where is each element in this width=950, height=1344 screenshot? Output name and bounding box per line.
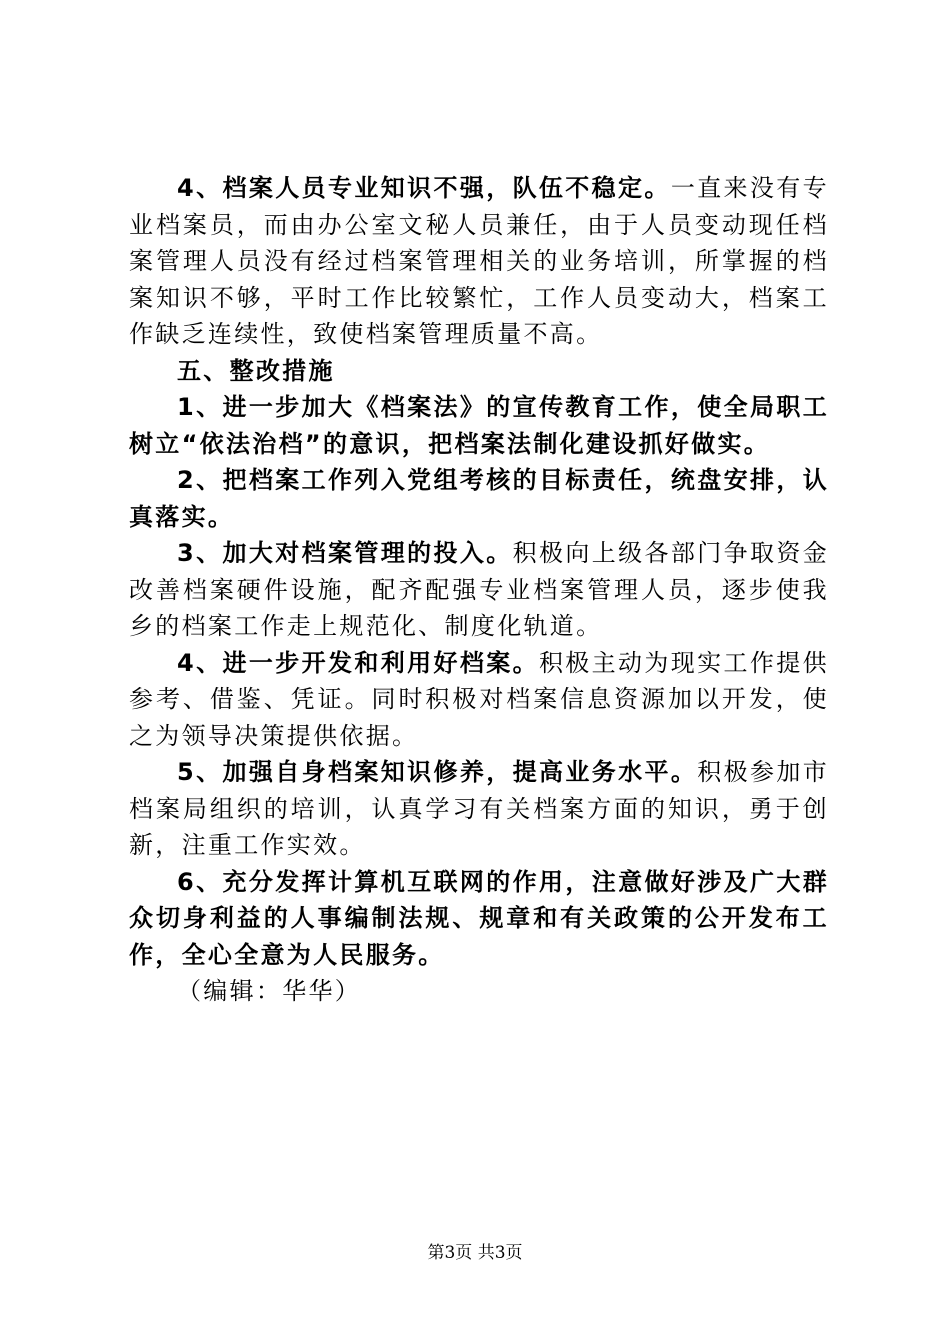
paragraph-lead: 6、充分发挥计算机互联网的作用，注意做好涉及广大群众切身利益的人事编制法规、规章和有关政策的公开发布工作，全心全意为人民服务。 bbox=[129, 867, 829, 969]
paragraph-lead: 4、档案人员专业知识不强，队伍不稳定。 bbox=[177, 174, 671, 202]
section-heading-rectification bbox=[129, 353, 829, 390]
paragraph-measure-5 bbox=[129, 754, 829, 864]
document-body bbox=[129, 170, 829, 1009]
paragraph-lead: 2、把档案工作列入党组考核的目标责任，统盘安排，认真落实。 bbox=[129, 466, 829, 531]
paragraph-lead: 1、进一步加大《档案法》的宣传教育工作，使全局职工树立“依法治档”的意识，把档案法制化建设抓好做实。 bbox=[129, 393, 829, 458]
paragraph-measure-3 bbox=[129, 535, 829, 645]
paragraph-measure-6 bbox=[129, 864, 829, 974]
paragraph-measure-4 bbox=[129, 645, 829, 755]
paragraph-text: 积极向上级各部门争取资金改善档案硬件设施，配齐配强专业档案管理人员，逐步使我乡的档案工作走上规范化、制度化轨道。 bbox=[129, 539, 829, 640]
paragraph-measure-2 bbox=[129, 462, 829, 535]
paragraph-text: 积极参加市档案局组织的培训，认真学习有关档案方面的知识，勇于创新，注重工作实效。 bbox=[129, 758, 830, 859]
page-number-footer bbox=[0, 1241, 950, 1265]
paragraph-lead: 3、加大对档案管理的投入。 bbox=[177, 539, 513, 567]
paragraph-measure-1 bbox=[129, 389, 829, 462]
paragraph-lead: 4、进一步开发和利用好档案。 bbox=[177, 648, 539, 677]
editor-credit: （编辑：华华） bbox=[177, 977, 362, 1005]
page-number-label: 第3页 共3页 bbox=[427, 1243, 523, 1263]
paragraph-problem-4 bbox=[129, 170, 829, 353]
section-heading-text: 五、整改措施 bbox=[177, 356, 335, 385]
paragraph-text: 积极主动为现实工作提供参考、借鉴、凭证。同时积极对档案信息资源加以开发，使之为领导决策提供依据。 bbox=[129, 648, 829, 750]
paragraph-lead: 5、加强自身档案知识修养，提高业务水平。 bbox=[177, 758, 698, 786]
paragraph-text: 一直来没有专业档案员，而由办公室文秘人员兼任，由于人员变动现任档案管理人员没有经过档案管理相关的业务培训，所掌握的档案知识不够，平时工作比较繁忙，工作人员变动大，档案工作缺乏连续性，致使档案管理质量不高。 bbox=[129, 174, 829, 348]
